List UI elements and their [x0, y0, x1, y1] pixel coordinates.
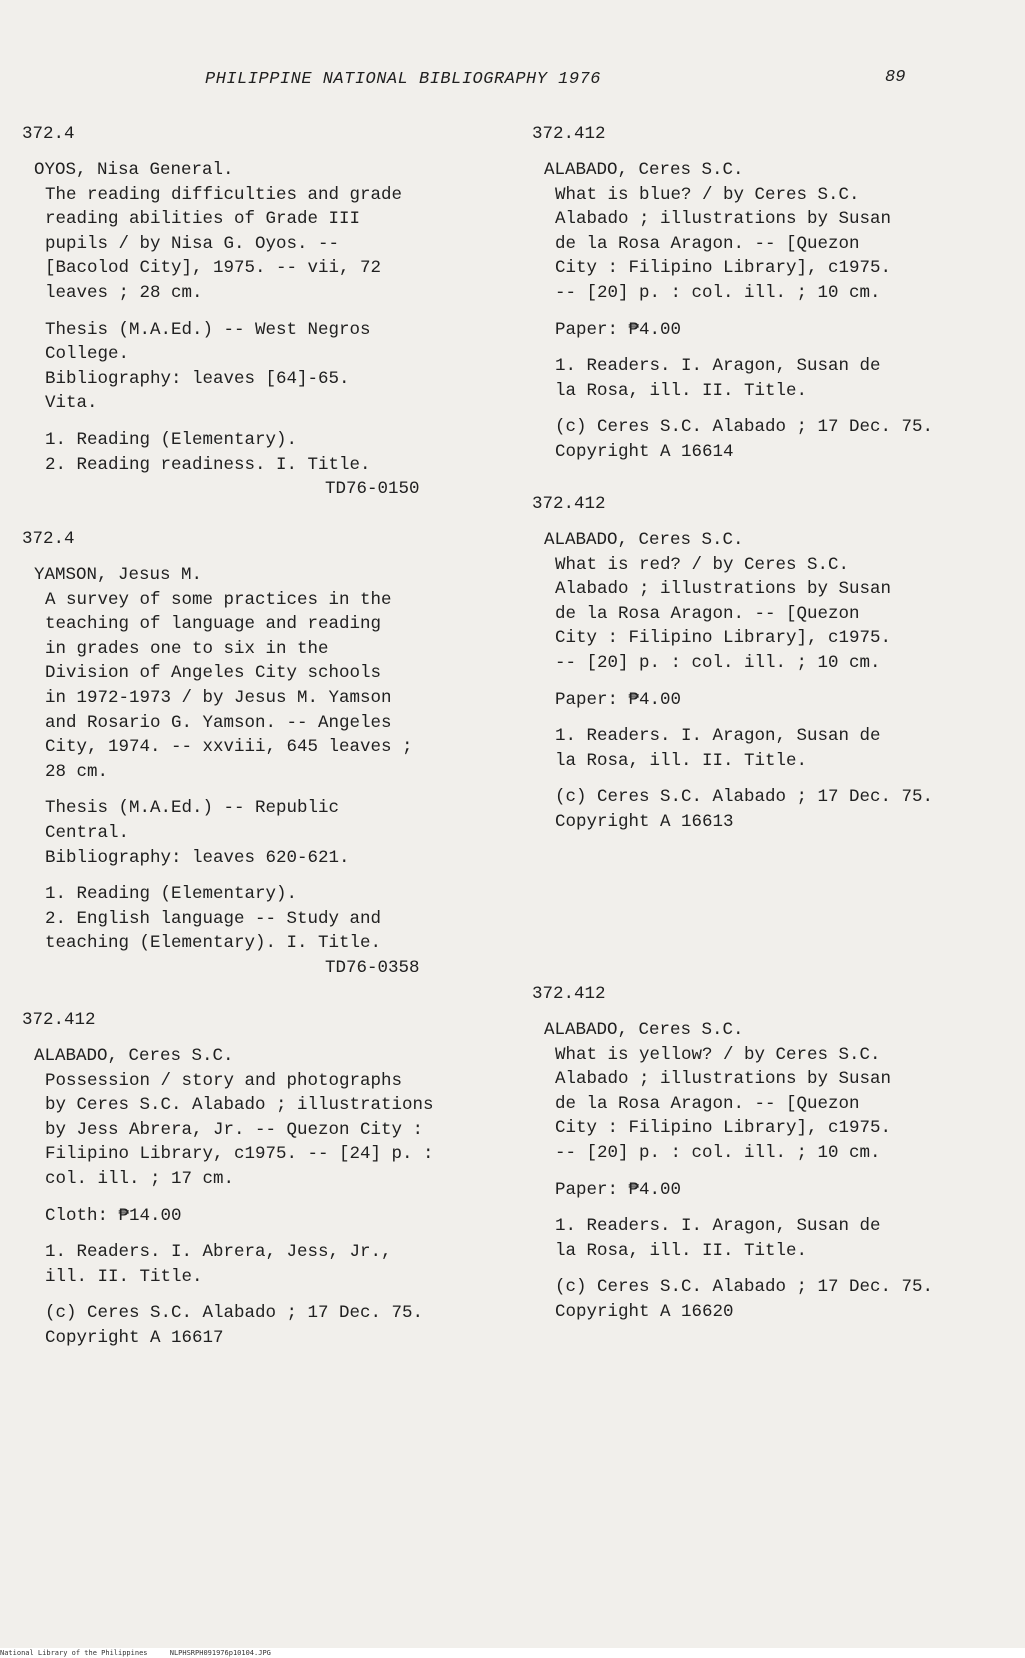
title-line: -- [20] p. : col. ill. ; 10 cm.: [555, 282, 881, 303]
catalog-entry: [532, 492, 1002, 835]
title-line: City : Filipino Library], c1975.: [555, 628, 892, 649]
main-entry-heading: ALABADO, Ceres S.C.: [544, 530, 744, 550]
class-number: 372.412: [532, 984, 606, 1004]
title-line: The reading difficulties and grade: [45, 184, 403, 205]
title-line: de la Rosa Aragon. -- [Quezon: [555, 1093, 860, 1114]
title-line: [Bacolod City], 1975. -- vii, 72: [45, 258, 382, 279]
title-line: Filipino Library, c1975. -- [24] p. :: [45, 1144, 434, 1165]
title-line: teaching of language and reading: [45, 614, 382, 635]
title-line: Alabado ; illustrations by Susan: [555, 209, 892, 230]
price-line: Paper: ₱4.00: [555, 319, 682, 340]
title-line: and Rosario G. Yamson. -- Angeles: [45, 712, 392, 733]
title-line: de la Rosa Aragon. -- [Quezon: [555, 233, 860, 254]
title-line: pupils / by Nisa G. Oyos. --: [45, 233, 340, 254]
catalog-entry: [22, 1008, 492, 1351]
page-number: 89: [885, 68, 906, 87]
title-line: City : Filipino Library], c1975.: [555, 1118, 892, 1139]
footer-filename: NLPHSRPH091976p10104.JPG: [169, 1649, 271, 1657]
running-title: PHILIPPINE NATIONAL BIBLIOGRAPHY 1976: [205, 70, 601, 89]
title-line: Division of Angeles City schools: [45, 663, 382, 684]
note-line: Thesis (M.A.Ed.) -- West Negros: [45, 319, 371, 340]
title-line: City, 1974. -- xxviii, 645 leaves ;: [45, 737, 413, 758]
main-entry-heading: ALABADO, Ceres S.C.: [34, 1046, 234, 1066]
title-line: Alabado ; illustrations by Susan: [555, 1069, 892, 1090]
subject-line: 1. Readers. I. Abrera, Jess, Jr.,: [45, 1242, 392, 1263]
subject-line: la Rosa, ill. II. Title.: [555, 750, 808, 771]
title-line: What is yellow? / by Ceres S.C.: [555, 1044, 881, 1065]
note-line: Bibliography: leaves 620-621.: [45, 847, 350, 868]
title-line: What is red? / by Ceres S.C.: [555, 554, 850, 575]
copyright-line: (c) Ceres S.C. Alabado ; 17 Dec. 75.: [555, 787, 934, 808]
class-number: 372.4: [22, 529, 75, 549]
catalog-entry: [532, 982, 1002, 1325]
title-line: What is blue? / by Ceres S.C.: [555, 184, 860, 205]
tracking-number: TD76-0150: [325, 479, 420, 500]
title-line: -- [20] p. : col. ill. ; 10 cm.: [555, 1142, 881, 1163]
title-line: reading abilities of Grade III: [45, 209, 361, 230]
class-number: 372.412: [532, 124, 606, 144]
subject-line: la Rosa, ill. II. Title.: [555, 1240, 808, 1261]
title-line: Alabado ; illustrations by Susan: [555, 579, 892, 600]
price-line: Paper: ₱4.00: [555, 1179, 682, 1200]
title-line: in 1972-1973 / by Jesus M. Yamson: [45, 687, 392, 708]
subject-line: 1. Reading (Elementary).: [45, 884, 298, 905]
title-line: leaves ; 28 cm.: [45, 282, 203, 303]
title-line: City : Filipino Library], c1975.: [555, 258, 892, 279]
note-line: College.: [45, 344, 130, 365]
bleed-through-decoration: [560, 1390, 1000, 1550]
copyright-line: Copyright A 16614: [555, 441, 734, 462]
price-line: Paper: ₱4.00: [555, 689, 682, 710]
title-line: col. ill. ; 17 cm.: [45, 1168, 235, 1189]
note-line: Thesis (M.A.Ed.) -- Republic: [45, 798, 340, 819]
title-line: -- [20] p. : col. ill. ; 10 cm.: [555, 652, 881, 673]
price-line: Cloth: ₱14.00: [45, 1205, 182, 1226]
copyright-line: (c) Ceres S.C. Alabado ; 17 Dec. 75.: [555, 417, 934, 438]
title-line: in grades one to six in the: [45, 638, 329, 659]
subject-line: ill. II. Title.: [45, 1266, 203, 1287]
main-entry-heading: OYOS, Nisa General.: [34, 160, 234, 180]
main-entry-heading: YAMSON, Jesus M.: [34, 565, 203, 585]
catalog-entry: [22, 122, 492, 502]
title-line: 28 cm.: [45, 761, 109, 782]
copyright-line: Copyright A 16620: [555, 1301, 734, 1322]
subject-line: teaching (Elementary). I. Title.: [45, 933, 382, 954]
main-entry-heading: ALABADO, Ceres S.C.: [544, 1020, 744, 1040]
copyright-line: Copyright A 16613: [555, 811, 734, 832]
note-line: Vita.: [45, 393, 98, 414]
subject-line: 2. English language -- Study and: [45, 908, 382, 929]
subject-line: 1. Readers. I. Aragon, Susan de: [555, 356, 881, 377]
class-number: 372.4: [22, 124, 75, 144]
title-line: Possession / story and photographs: [45, 1070, 403, 1091]
main-entry-heading: ALABADO, Ceres S.C.: [544, 160, 744, 180]
subject-line: 1. Readers. I. Aragon, Susan de: [555, 1216, 881, 1237]
title-line: A survey of some practices in the: [45, 589, 392, 610]
note-line: Central.: [45, 822, 130, 843]
subject-line: 1. Reading (Elementary).: [45, 429, 298, 450]
title-line: by Ceres S.C. Alabado ; illustrations: [45, 1095, 434, 1116]
subject-line: la Rosa, ill. II. Title.: [555, 380, 808, 401]
title-line: by Jess Abrera, Jr. -- Quezon City :: [45, 1119, 424, 1140]
subject-line: 1. Readers. I. Aragon, Susan de: [555, 726, 881, 747]
note-line: Bibliography: leaves [64]-65.: [45, 368, 350, 389]
copyright-line: Copyright A 16617: [45, 1327, 224, 1348]
catalog-entry: [22, 527, 492, 981]
title-line: de la Rosa Aragon. -- [Quezon: [555, 603, 860, 624]
footer-source: National Library of the Philippines: [0, 1649, 148, 1657]
class-number: 372.412: [22, 1010, 96, 1030]
copyright-line: (c) Ceres S.C. Alabado ; 17 Dec. 75.: [45, 1303, 424, 1324]
subject-line: 2. Reading readiness. I. Title.: [45, 454, 371, 475]
copyright-line: (c) Ceres S.C. Alabado ; 17 Dec. 75.: [555, 1277, 934, 1298]
tracking-number: TD76-0358: [325, 957, 420, 978]
scan-footer: [0, 1648, 1025, 1658]
class-number: 372.412: [532, 494, 606, 514]
catalog-entry: [532, 122, 1002, 465]
